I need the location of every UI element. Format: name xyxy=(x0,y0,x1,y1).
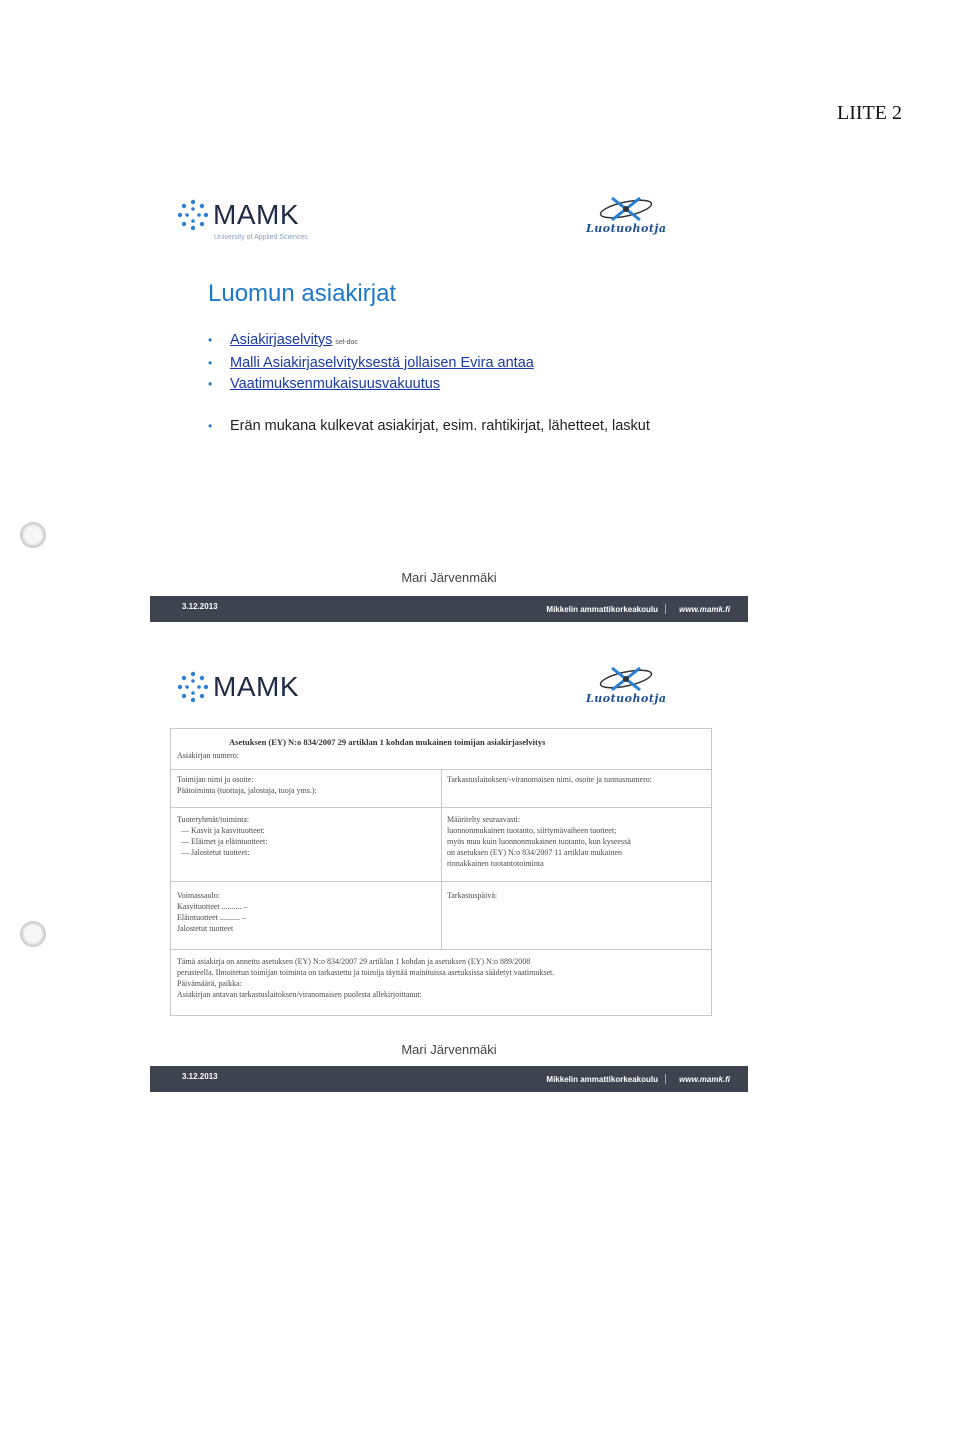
group-item: — Kasvit ja kasvituotteet: xyxy=(181,826,265,835)
defined-line: on asetuksen (EY) N:o 834/2007 11 artiklan mukainen xyxy=(447,848,622,857)
operator-label: Toimijan nimi ja osoite: xyxy=(177,775,254,784)
statement-line: Tämä asiakirja on annettu asetuksen (EY) N:o 834/2007 29 artiklan 1 kohdan ja asetuksen (EY) N:o 889/2008 xyxy=(177,957,531,966)
column-divider xyxy=(441,808,442,882)
statement-line: perusteella. Ilmoitetun toimijan toiminta on tarkastettu ja toimija täyttää mainituissa asetuksissa säädetyt vaatimukset. xyxy=(177,968,555,977)
slide-2 xyxy=(150,660,748,1092)
partner-logo xyxy=(586,664,666,705)
list-item xyxy=(208,374,534,395)
inspection-label: Tarkastuspäivä: xyxy=(447,891,498,900)
mamk-logo xyxy=(176,670,299,704)
footer-separator xyxy=(665,604,666,614)
footer-web: www.mamk.fi xyxy=(679,605,730,614)
form-row-groups xyxy=(171,807,711,882)
validity-item: Jalostetut tuotteet xyxy=(177,924,234,933)
group-item: — Jalostetut tuotteet: xyxy=(181,848,250,857)
link-asiakirjaselvitys[interactable]: Asiakirjaselvitys xyxy=(230,332,333,348)
partner-name: Luotuohotja xyxy=(586,222,667,235)
column-divider xyxy=(441,882,442,950)
appendix-label: LIITE 2 xyxy=(837,102,902,124)
mamk-dots-icon xyxy=(176,198,210,232)
form-row-operator xyxy=(171,769,711,808)
validity-item: Kasvituotteet .......... – xyxy=(177,902,248,911)
form-row-validity xyxy=(171,881,711,950)
defined-label: Määritelty seuraavasti: xyxy=(447,815,521,824)
footer-date: 3.12.2013 xyxy=(182,1072,218,1081)
punch-hole xyxy=(20,921,46,947)
note-list xyxy=(208,416,650,437)
list-item xyxy=(208,353,534,374)
link-list xyxy=(208,330,534,395)
partner-name: Luotuohotja xyxy=(586,692,667,705)
mamk-logo xyxy=(176,198,308,241)
statement-line: Päivämäärä, paikka: xyxy=(177,979,242,988)
mamk-subtitle: University of Applied Sciences xyxy=(214,234,308,241)
authority-label: Tarkastuslaitoksen/-viranomaisen nimi, osoite ja tunnusnumero: xyxy=(447,775,652,784)
footer-bar xyxy=(150,1066,748,1092)
form-row-statement xyxy=(171,949,711,1016)
partner-logo xyxy=(586,194,666,235)
document-title: Asetuksen (EY) N:o 834/2007 29 artiklan 1 kohdan mukainen toimijan asiakirjaselvitys xyxy=(229,737,546,747)
mamk-wordmark: MAMK xyxy=(213,199,299,230)
footer-bar xyxy=(150,596,748,622)
defined-line: luonnonmukainen tuotanto, siirtymävaiheen tuotteet; xyxy=(447,826,617,835)
footer-org: Mikkelin ammattikorkeakoulu xyxy=(546,1075,658,1084)
document-form xyxy=(170,728,712,1016)
footer-separator xyxy=(665,1074,666,1084)
link-vaatimuksenmukaisuusvakuutus[interactable]: Vaatimuksenmukaisuusvakuutus xyxy=(230,376,441,392)
link-malli-asiakirjaselvitys[interactable]: Malli Asiakirjaselvityksestä jollaisen Evira antaa xyxy=(230,355,534,371)
author-name: Mari Järvenmäki xyxy=(401,1042,497,1057)
footer-date: 3.12.2013 xyxy=(182,602,218,611)
statement-line: Asiakirjan antavan tarkastuslaitoksen/viranomaisen puolesta allekirjoittanut: xyxy=(177,990,422,999)
author-name: Mari Järvenmäki xyxy=(401,570,497,585)
list-item xyxy=(208,330,534,353)
validity-label: Voimassaolo: xyxy=(177,891,220,900)
atom-icon xyxy=(596,664,656,694)
mamk-wordmark: MAMK xyxy=(213,671,299,702)
footer-org: Mikkelin ammattikorkeakoulu xyxy=(546,605,658,614)
defined-line: rinnakkainen tuotantotoiminta xyxy=(447,859,544,868)
link-tag: sel-doc xyxy=(335,339,358,346)
footer-web: www.mamk.fi xyxy=(679,1075,730,1084)
document-number-label: Asiakirjan numero: xyxy=(177,751,239,760)
mamk-dots-icon xyxy=(176,670,210,704)
slide-title: Luomun asiakirjat xyxy=(208,280,397,307)
operator-activity: Päätoiminta (tuottaja, jalostaja, tuoja yms.): xyxy=(177,786,317,795)
groups-label: Tuoteryhmät/toiminta: xyxy=(177,815,250,824)
defined-line: myös muu kuin luonnonmukainen tuotanto, kun kyseessä xyxy=(447,837,631,846)
column-divider xyxy=(441,770,442,808)
atom-icon xyxy=(596,194,656,224)
note-item: • Erän mukana kulkevat asiakirjat, esim. rahtikirjat, lähetteet, laskut xyxy=(208,416,650,437)
validity-item: Eläintuotteet .......... – xyxy=(177,913,246,922)
punch-hole xyxy=(20,522,46,548)
slide-1 xyxy=(150,190,748,622)
group-item: — Eläimet ja eläintuotteet: xyxy=(181,837,268,846)
